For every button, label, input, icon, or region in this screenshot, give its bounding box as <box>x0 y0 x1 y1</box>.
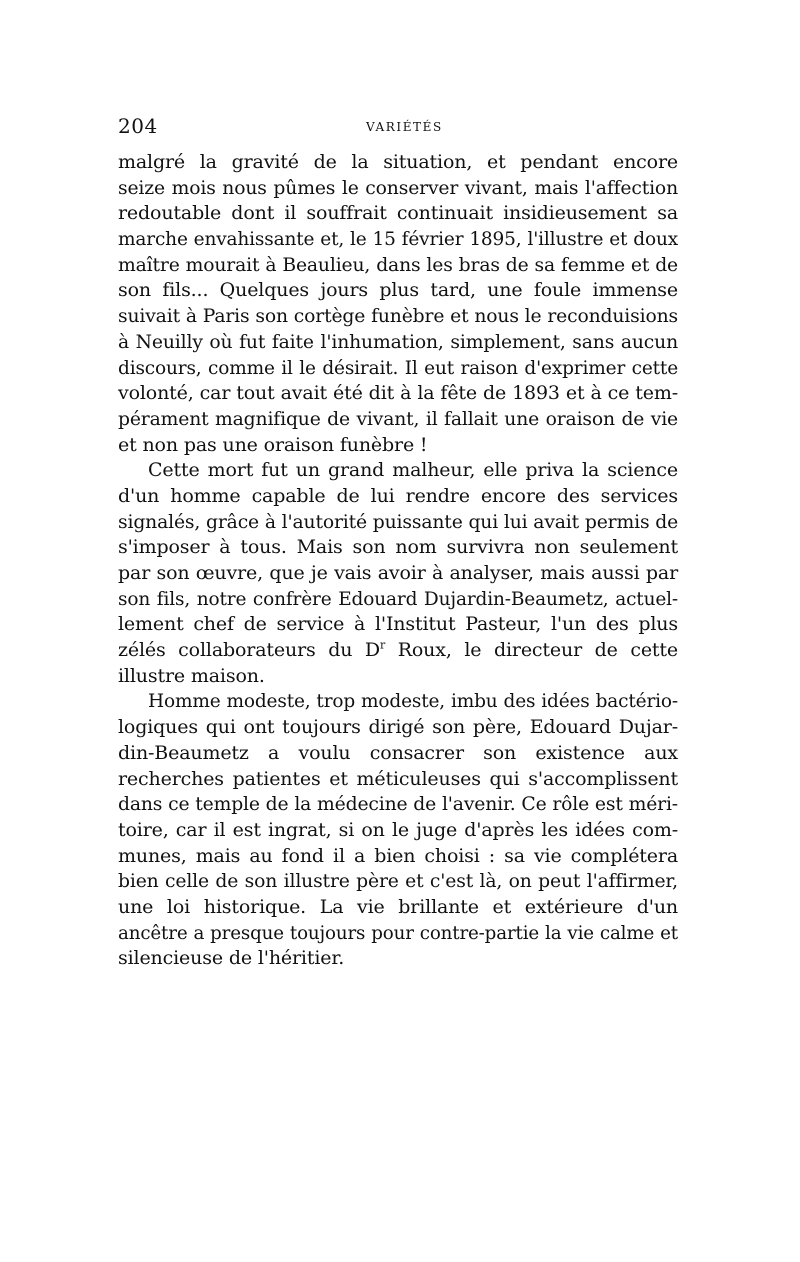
text-line: toire, car il est ingrat, si on le juge d'après les idées com- <box>118 818 678 841</box>
paragraph-3 <box>118 689 678 972</box>
text-line: seize mois nous pûmes le conserver vivant, mais l'affection <box>118 177 678 199</box>
text-line: pérament magnifique de vivant, il fallait une oraison de vie <box>118 408 678 430</box>
text-line: logiques qui ont toujours dirigé son père, Edouard Dujar- <box>118 716 678 739</box>
page-number: 204 <box>118 114 158 138</box>
text-line: redoutable dont il souffrait continuait insidieusement sa <box>118 202 678 225</box>
text-line: marche envahissante et, le 15 février 1895, l'illustre et doux <box>118 229 678 251</box>
text-fragment: zélés collaborateurs du D <box>118 639 381 662</box>
text-line: dans ce temple de la médecine de l'avenir. Ce rôle est méri- <box>118 794 678 816</box>
text-line: par son œuvre, que je vais avoir à analyser, mais aussi par <box>118 562 678 584</box>
paragraph-2 <box>118 458 678 689</box>
page-header <box>118 114 678 144</box>
text-line: ancêtre a presque toujours pour contre-partie la vie calme et <box>118 922 678 944</box>
text-line: illustre maison. <box>118 664 265 687</box>
running-head: VARIÉTÉS <box>366 120 443 134</box>
text-line: d'un homme capable de lui rendre encore des services <box>118 484 678 507</box>
body-text <box>118 150 678 972</box>
text-line: munes, mais au fond il a bien choisi : sa vie complétera <box>118 844 678 867</box>
text-line: et non pas une oraison funèbre ! <box>118 433 428 456</box>
text-line: malgré la gravité de la situation, et pendant encore <box>118 151 678 173</box>
text-fragment: Roux, le directeur de cette <box>385 639 678 662</box>
text-line: à Neuilly où fut faite l'inhumation, simplement, sans aucun <box>118 331 678 353</box>
text-line: Homme modeste, trop modeste, imbu des idées bactério- <box>148 691 678 713</box>
text-line: Cette mort fut un grand malheur, elle priva la science <box>148 459 678 482</box>
text-line: recherches patientes et méticuleuses qui s'accomplissent <box>118 767 678 790</box>
text-line: son fils... Quelques jours plus tard, une foule immense <box>118 279 678 302</box>
text-line: une loi historique. La vie brillante et extérieure d'un <box>118 895 678 918</box>
paragraph-1 <box>118 150 678 458</box>
text-line: volonté, car tout avait été dit à la fête de 1893 et à ce tem- <box>118 382 678 405</box>
text-line: s'imposer à tous. Mais son nom survivra non seulement <box>118 536 678 559</box>
text-line: lement chef de service à l'Institut Pasteur, l'un des plus <box>118 613 678 636</box>
text-line: signalés, grâce à l'autorité puissante qui lui avait permis de <box>118 511 679 533</box>
text-line: son fils, notre confrère Edouard Dujardin-Beaumetz, actuel- <box>118 588 678 610</box>
text-line: suivait à Paris son cortège funèbre et nous le reconduisions <box>118 306 678 328</box>
text-line: din-Beaumetz a voulu consacrer son existence aux <box>118 741 678 764</box>
text-line: silencieuse de l'héritier. <box>118 947 345 970</box>
text-line: bien celle de son illustre père et c'est là, on peut l'affirmer, <box>118 871 678 893</box>
superscript: r <box>380 638 386 652</box>
text-line: maître mourait à Beaulieu, dans les bras de sa femme et de <box>118 254 678 276</box>
text-line: discours, comme il le désirait. Il eut raison d'exprimer cette <box>118 357 678 379</box>
text-line <box>118 638 678 664</box>
